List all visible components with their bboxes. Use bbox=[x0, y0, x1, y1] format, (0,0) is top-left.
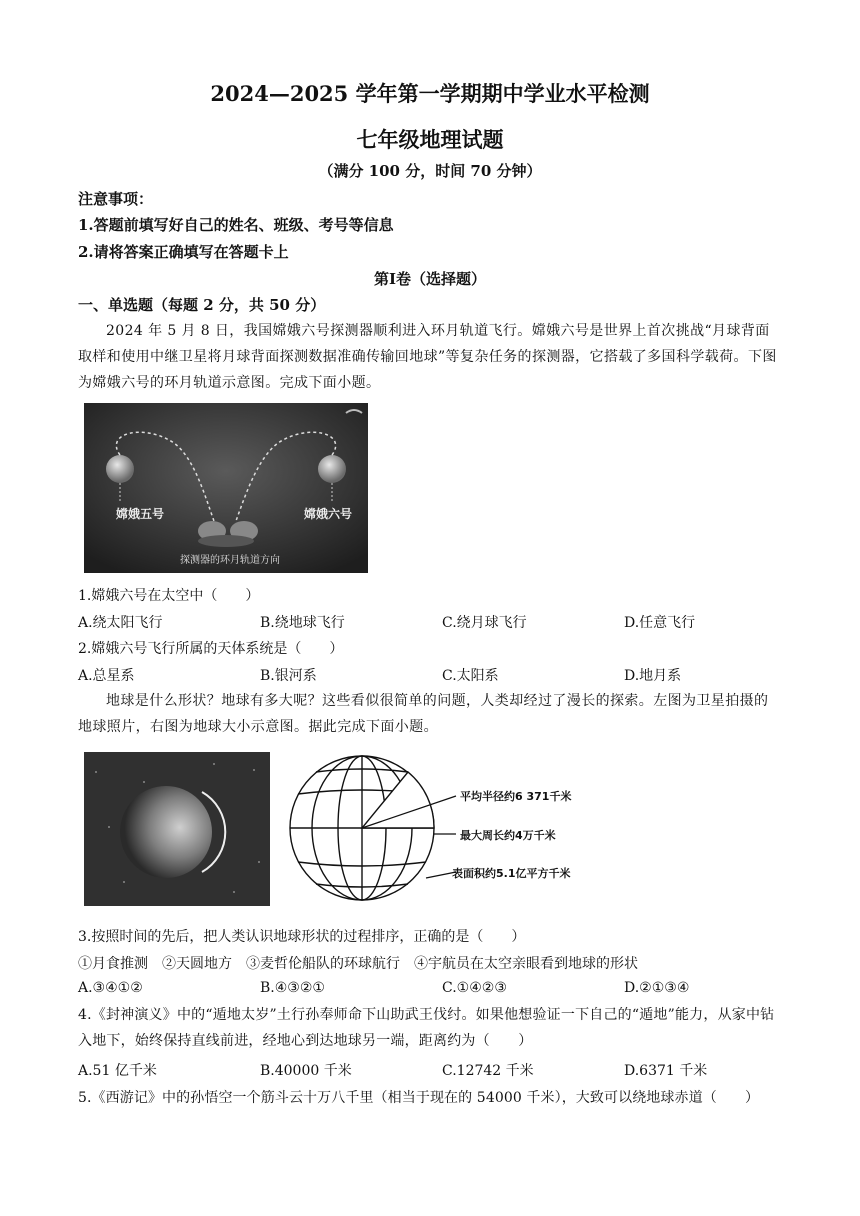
circumference-label: 最大周长约4万千米 bbox=[460, 829, 556, 842]
exam-title: 2024—2025 学年第一学期期中学业水平检测 bbox=[210, 81, 650, 106]
intro-paragraph-2: 地球是什么形状？地球有多大呢？这些看似很简单的问题，人类却经过了漫长的探索。左图为卫星拍摄的地球照片，右图为地球大小示意图。据此完成下面小题。 bbox=[78, 693, 769, 735]
figure1-label-right: 嫦娥六号 bbox=[304, 507, 353, 521]
question-1-option-a: A.绕太阳飞行 bbox=[78, 615, 163, 631]
part-heading: 一、单选题（每题 2 分，共 50 分） bbox=[78, 296, 326, 314]
orbit-diagram-graphic bbox=[84, 403, 368, 573]
question-3-option-a: A.③④①② bbox=[78, 980, 143, 996]
notice-heading: 注意事项： bbox=[78, 190, 154, 208]
question-4-option-c: C.12742 千米 bbox=[442, 1063, 534, 1079]
exam-subtitle: 七年级地理试题 bbox=[356, 127, 504, 152]
question-3-statements: ①月食推测 ②天圆地方 ③麦哲伦船队的环球航行 ④宇航员在太空亲眼看到地球的形状 bbox=[78, 956, 638, 972]
earth-satellite-photo bbox=[84, 752, 270, 906]
question-2-stem: 2.嫦娥六号飞行所属的天体系统是（ ） bbox=[78, 641, 344, 657]
question-2-option-a: A.总星系 bbox=[78, 668, 135, 684]
notice-item-1: 1.答题前填写好自己的姓名、班级、考号等信息 bbox=[78, 216, 394, 234]
question-1-option-d: D.任意飞行 bbox=[624, 615, 696, 631]
intro-paragraph-1: 2024 年 5 月 8 日，我国嫦娥六号探测器顺利进入环月轨道飞行。嫦娥六号是世界上首次挑战“月球背面取样和使用中继卫星将月球背面探测数据准确传输回地球”等复杂任务的探测器，它搭载了多国科学载荷。下图为嫦娥六号的环月轨道示意图。完成下面小题。 bbox=[78, 323, 777, 391]
volume-heading: 第Ⅰ卷（选择题） bbox=[373, 270, 487, 288]
question-4-stem: 4.《封神演义》中的“遁地太岁”土行孙奉师命下山助武王伐纣。如果他想验证一下自己的“遁地”能力，从家中钻入地下，始终保持直线前进，经地心到达地球另一端，距离约为（ ） bbox=[78, 1007, 775, 1049]
question-2-option-b: B.银河系 bbox=[260, 668, 317, 684]
question-3-option-c: C.①④②③ bbox=[442, 980, 507, 996]
question-2-option-d: D.地月系 bbox=[624, 668, 682, 684]
figure1-caption: 探测器的环月轨道方向 bbox=[180, 555, 280, 566]
exam-meta: （满分 100 分，时间 70 分钟） bbox=[318, 162, 542, 180]
change6-orbit-figure bbox=[84, 403, 368, 573]
earth-photo-graphic bbox=[84, 752, 270, 906]
question-1-option-c: C.绕月球飞行 bbox=[442, 615, 527, 631]
question-3-stem: 3.按照时间的先后，把人类认识地球形状的过程排序，正确的是（ ） bbox=[78, 929, 526, 945]
question-3-option-b: B.④③②① bbox=[260, 980, 325, 996]
question-1-stem: 1.嫦娥六号在太空中（ ） bbox=[78, 588, 260, 604]
question-4-option-a: A.51 亿千米 bbox=[78, 1063, 157, 1079]
question-3-option-d: D.②①③④ bbox=[624, 980, 690, 996]
question-1-option-b: B.绕地球飞行 bbox=[260, 615, 345, 631]
question-4-option-d: D.6371 千米 bbox=[624, 1063, 708, 1079]
figure1-label-left: 嫦娥五号 bbox=[116, 507, 165, 521]
radius-label: 平均半径约6 371千米 bbox=[460, 790, 572, 803]
question-4-option-b: B.40000 千米 bbox=[260, 1063, 352, 1079]
notice-item-2: 2.请将答案正确填写在答题卡上 bbox=[78, 243, 289, 261]
surface-area-label: 表面积约5.1亿平方千米 bbox=[452, 867, 571, 880]
question-2-option-c: C.太阳系 bbox=[442, 668, 499, 684]
question-5-stem: 5.《西游记》中的孙悟空一个筋斗云十万八千里（相当于现在的 54000 千米），大致可以绕地球赤道（ ） bbox=[78, 1090, 760, 1106]
earth-size-diagram bbox=[286, 748, 586, 910]
